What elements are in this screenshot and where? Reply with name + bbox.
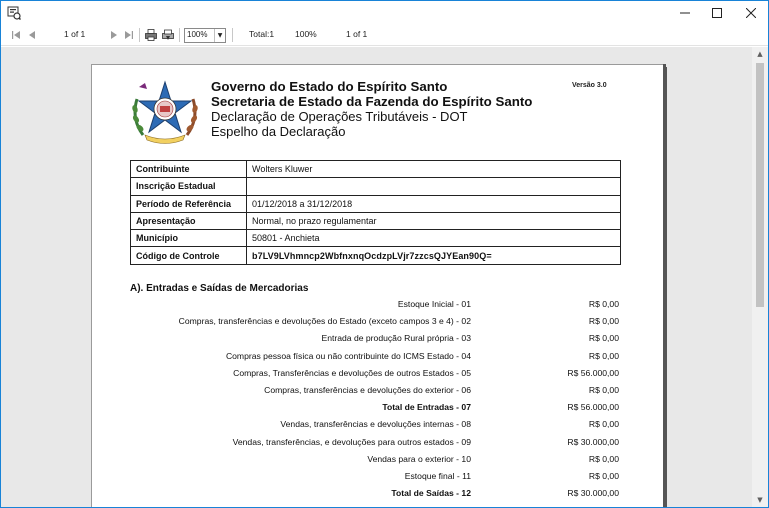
table-row: [131, 230, 621, 247]
table-row: [131, 195, 621, 212]
report-canvas[interactable]: [1, 47, 752, 507]
taxpayer-info-table: [130, 160, 621, 265]
close-button[interactable]: [735, 1, 767, 25]
total-entries-row: [92, 399, 664, 416]
list-item: [92, 330, 664, 347]
export-icon[interactable]: [161, 28, 175, 42]
row-amount: R$ 0,00: [588, 350, 619, 361]
list-item: [92, 416, 664, 433]
info-label: Contribuinte: [131, 161, 247, 178]
list-item: [92, 468, 664, 485]
previous-page-icon[interactable]: [27, 28, 37, 42]
toolbar-separator: [232, 28, 233, 42]
total-pages-label: Total:1: [249, 29, 275, 39]
chevron-down-icon[interactable]: ▼: [214, 29, 225, 42]
page-of-label: 1 of 1: [346, 29, 368, 39]
row-amount: R$ 56.000,00: [567, 367, 619, 378]
toolbar-separator: [179, 28, 180, 42]
row-label: Compras, transferências e devoluções do Estado (exceto campos 3 e 4) - 02: [178, 316, 471, 327]
info-value: [247, 178, 621, 195]
table-row: [131, 161, 621, 178]
close-icon: [746, 8, 756, 18]
row-amount: R$ 0,00: [588, 385, 619, 395]
row-label: Compras pessoa física ou não contribuinte do ICMS Estado - 04: [225, 350, 471, 361]
row-amount: R$ 0,00: [588, 316, 619, 327]
title-bar: [1, 1, 768, 25]
print-icon[interactable]: [144, 28, 158, 42]
row-label: Compras, Transferências e devoluções de outros Estados - 05: [233, 367, 471, 378]
zoom-percent-label: 100%: [295, 29, 317, 39]
row-amount: R$ 0,00: [588, 419, 619, 430]
control-code-value: b7LV9LVhmncp2WbfnxnqOcdzpLVjr7zzcsQJYEan90Q=: [247, 247, 621, 264]
report-heading-mirror: Espelho da Declaração: [211, 124, 346, 139]
list-item: [92, 365, 664, 382]
row-amount: R$ 0,00: [588, 333, 619, 344]
page-indicator[interactable]: 1 of 1: [64, 29, 86, 39]
list-item: [92, 348, 664, 365]
report-heading-secretariat: Secretaria de Estado da Fazenda do Espírito Santo: [211, 94, 533, 109]
zoom-dropdown[interactable]: [184, 28, 226, 43]
total-exits-row: [92, 485, 664, 502]
info-value: 50801 - Anchieta: [247, 230, 621, 247]
report-heading-declaration: Declaração de Operações Tributáveis - DOT: [211, 109, 468, 124]
row-label: Vendas para o exterior - 10: [367, 453, 471, 464]
table-row: [131, 178, 621, 195]
row-label: Estoque Inicial - 01: [397, 299, 471, 309]
row-amount: R$ 0,00: [588, 299, 619, 309]
row-label: Total de Saídas - 12: [391, 488, 471, 499]
report-page: [91, 64, 663, 507]
info-label: Município: [131, 230, 247, 247]
last-page-icon[interactable]: [124, 28, 134, 42]
row-label: Vendas, transferências, e devoluções para outros estados - 09: [232, 436, 471, 447]
minimize-icon: [680, 8, 690, 18]
list-item: [92, 382, 664, 399]
info-label: Apresentação: [131, 212, 247, 229]
report-toolbar: [1, 25, 768, 46]
row-label: Entrada de produção Rural própria - 03: [321, 333, 471, 344]
scrollbar-thumb[interactable]: [756, 63, 764, 307]
vertical-scrollbar[interactable]: [752, 47, 768, 507]
info-label: Período de Referência: [131, 195, 247, 212]
next-page-icon[interactable]: [109, 28, 119, 42]
espirito-santo-coat-of-arms-icon: [129, 79, 201, 145]
info-value: Wolters Kluwer: [247, 161, 621, 178]
report-app-icon: [7, 6, 21, 20]
row-label: Estoque final - 11: [404, 471, 471, 481]
info-label: Código de Controle: [131, 247, 247, 264]
info-label: Inscrição Estadual: [131, 178, 247, 195]
table-row: [131, 212, 621, 229]
list-item: [92, 313, 664, 330]
section-a-title: A). Entradas e Saídas de Mercadorias: [130, 283, 309, 294]
maximize-button[interactable]: [701, 1, 733, 25]
row-label: Vendas, transferências e devoluções internas - 08: [280, 419, 471, 430]
scroll-down-icon[interactable]: ▼: [757, 496, 763, 504]
list-item: [92, 434, 664, 451]
maximize-icon: [712, 8, 722, 18]
info-value: 01/12/2018 a 31/12/2018: [247, 195, 621, 212]
scroll-up-icon[interactable]: ▲: [757, 50, 763, 58]
zoom-value: 100%: [187, 30, 208, 39]
first-page-icon[interactable]: [11, 28, 21, 42]
row-amount: R$ 0,00: [588, 453, 619, 464]
info-value: Normal, no prazo regulamentar: [247, 212, 621, 229]
report-heading-government: Governo do Estado do Espírito Santo: [211, 79, 448, 94]
row-amount: R$ 30.000,00: [567, 488, 619, 499]
row-amount: R$ 0,00: [588, 471, 619, 481]
list-item: [92, 296, 664, 313]
row-amount: R$ 56.000,00: [567, 402, 619, 413]
list-item: [92, 451, 664, 468]
minimize-button[interactable]: [669, 1, 701, 25]
table-row: [131, 247, 621, 264]
version-label: Versão 3.0: [572, 82, 607, 89]
row-amount: R$ 30.000,00: [567, 436, 619, 447]
row-label: Total de Entradas - 07: [382, 402, 471, 413]
row-label: Compras, transferências e devoluções do exterior - 06: [264, 385, 471, 395]
toolbar-separator: [139, 28, 140, 42]
